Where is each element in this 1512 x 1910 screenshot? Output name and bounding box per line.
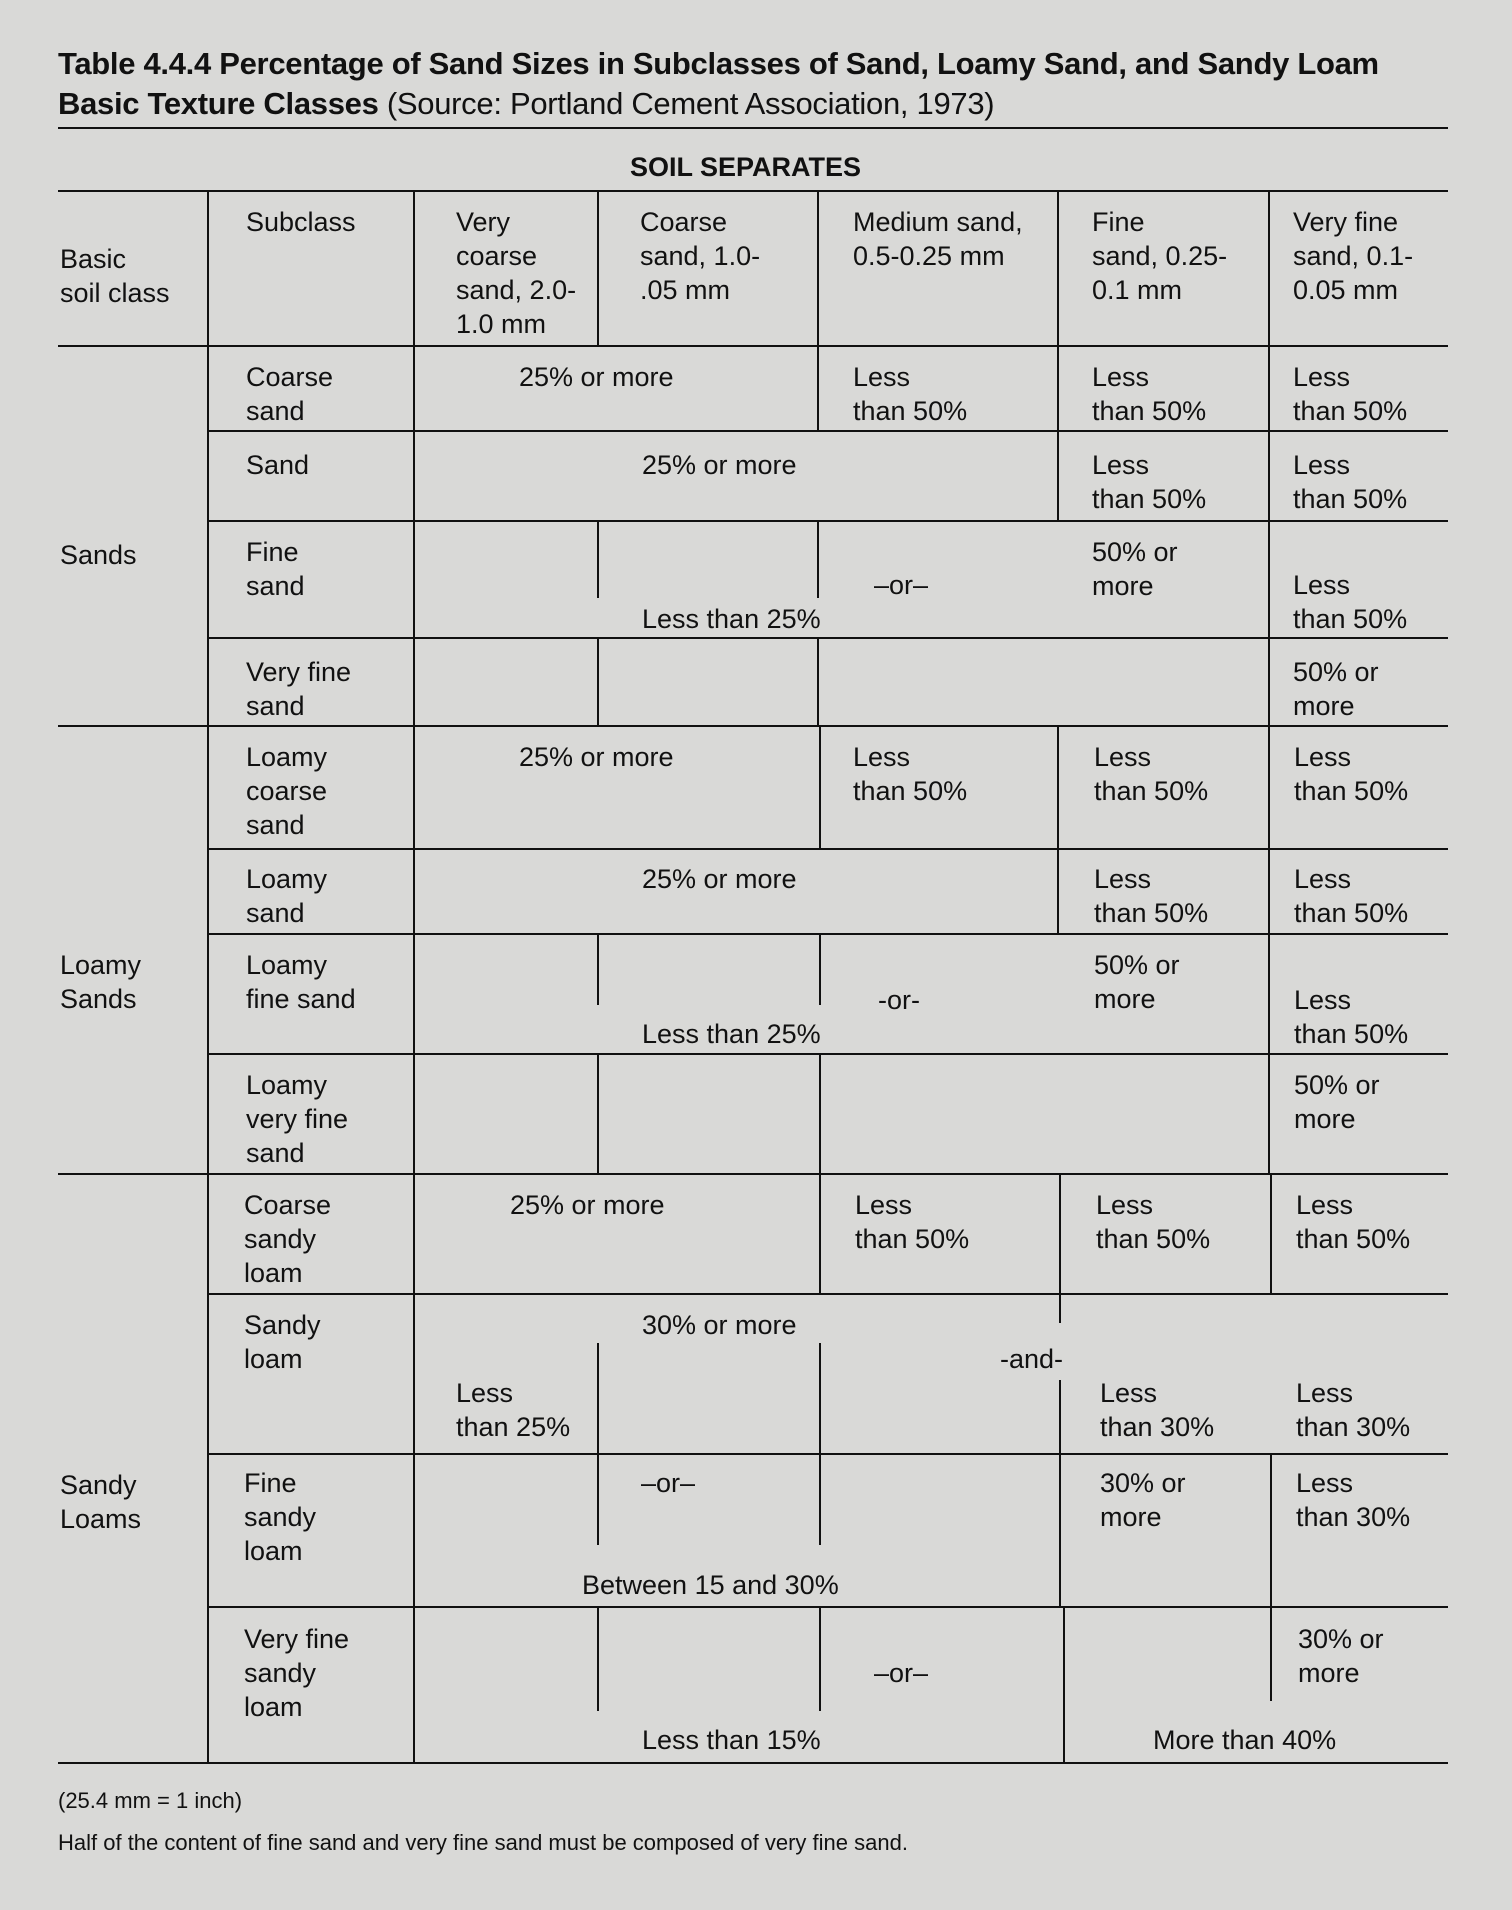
- col-line-h: [597, 190, 599, 345]
- rule-row: [208, 637, 1448, 639]
- cell-value: Less than 15%: [642, 1725, 821, 1755]
- col-line: [597, 1453, 599, 1545]
- header-fine-sand: Fine sand, 0.25- 0.1 mm: [1092, 207, 1228, 305]
- cell-value: Less than 25%: [456, 1378, 571, 1442]
- col-line: [817, 345, 819, 430]
- col-line: [1057, 725, 1059, 848]
- col-line: [1270, 1173, 1272, 1293]
- col-line: [597, 1053, 599, 1173]
- cell-value: Less than 30%: [1296, 1468, 1411, 1532]
- col-line-subclass: [413, 190, 415, 1762]
- cell-value: Less than 50%: [1092, 362, 1207, 426]
- cell-value: Less than 50%: [1092, 450, 1207, 514]
- rule-group-2: [58, 1173, 1448, 1175]
- cell-value: 50% or more: [1094, 950, 1180, 1014]
- cell-value: Less than 50%: [1294, 985, 1409, 1049]
- col-line: [1268, 725, 1270, 848]
- subclass-very-fine-sand: Very fine sand: [246, 657, 352, 721]
- col-line: [1059, 1380, 1061, 1453]
- col-line: [1059, 1293, 1061, 1323]
- subclass-loamy-coarse-sand: Loamy coarse sand: [246, 742, 328, 840]
- subclass-fine-sandy-loam: Fine sandy loam: [244, 1468, 317, 1566]
- col-line: [1268, 933, 1270, 1053]
- subclass-coarse-sandy-loam: Coarse sandy loam: [244, 1190, 332, 1288]
- cell-value: Less than 50%: [1096, 1190, 1211, 1254]
- cell-value: 50% or more: [1294, 1070, 1380, 1134]
- cell-or: -or-: [878, 985, 920, 1015]
- rule-header-bottom: [58, 345, 1448, 347]
- cell-value: More than 40%: [1153, 1725, 1337, 1755]
- col-line: [1059, 1453, 1061, 1606]
- cell-value: Less than 50%: [1094, 742, 1209, 806]
- col-line: [819, 1343, 821, 1453]
- col-line: [1057, 430, 1059, 520]
- col-line: [819, 725, 821, 848]
- cell-value: 30% or more: [1298, 1624, 1384, 1688]
- col-line: [819, 1053, 821, 1173]
- header-very-fine-sand: Very fine sand, 0.1- 0.05 mm: [1293, 207, 1414, 305]
- col-line: [597, 637, 599, 725]
- header-medium-sand: Medium sand, 0.5-0.25 mm: [853, 207, 1023, 271]
- rule-group-1: [58, 725, 1448, 727]
- col-line: [1270, 1606, 1272, 1701]
- cell-value: 25% or more: [519, 742, 674, 772]
- cell-value: Less than 50%: [1294, 742, 1409, 806]
- cell-value: 30% or more: [642, 1310, 797, 1340]
- subclass-loamy-very-fine-sand: Loamy very fine sand: [246, 1070, 349, 1168]
- cell-value: 25% or more: [642, 864, 797, 894]
- col-line: [1268, 520, 1270, 637]
- rule-top: [58, 127, 1448, 129]
- header-subclass: Subclass: [246, 207, 356, 237]
- cell-value: 50% or more: [1293, 657, 1379, 721]
- cell-value: 50% or more: [1092, 537, 1178, 601]
- rule-row: [208, 430, 1448, 432]
- cell-value: Less than 50%: [853, 742, 968, 806]
- rule-row: [208, 520, 1448, 522]
- col-line: [1268, 637, 1270, 725]
- cell-or: –or–: [874, 1658, 929, 1688]
- rule-header-top: [58, 190, 1448, 192]
- col-line: [819, 1453, 821, 1545]
- col-line: [1057, 848, 1059, 933]
- footnote-conversion: (25.4 mm = 1 inch): [58, 1788, 243, 1813]
- cell-value: Less than 50%: [1094, 864, 1209, 928]
- col-line: [817, 637, 819, 725]
- rule-row: [208, 1053, 1448, 1055]
- cell-value: Less than 50%: [1296, 1190, 1411, 1254]
- cell-or: –or–: [874, 570, 929, 600]
- class-label-loamy-sands: Loamy Sands: [60, 950, 142, 1014]
- rule-bottom: [58, 1762, 1448, 1764]
- cell-value: Less than 50%: [853, 362, 968, 426]
- rule-row: [208, 848, 1448, 850]
- col-line: [597, 1606, 599, 1711]
- subclass-fine-sand: Fine sand: [246, 537, 305, 601]
- header-very-coarse-sand: Very coarse sand, 2.0- 1.0 mm: [456, 207, 577, 339]
- col-line-h: [817, 190, 819, 345]
- table-title-text: Table 4.4.4 Percentage of Sand Sizes in Subclasses of Sand, Loamy Sand, and Sandy Loam Basic Texture Classes: [58, 46, 1379, 121]
- cell-value: Less than 50%: [1293, 362, 1408, 426]
- col-line: [597, 933, 599, 1005]
- class-label-sands: Sands: [60, 540, 137, 570]
- col-line: [817, 520, 819, 598]
- cell-and: -and-: [1000, 1344, 1064, 1374]
- rule-row: [208, 933, 1448, 935]
- col-line: [819, 1606, 821, 1711]
- cell-value: Less than 50%: [1294, 864, 1409, 928]
- col-line-basic: [207, 190, 209, 1762]
- col-line: [819, 1173, 821, 1293]
- table-source: (Source: Portland Cement Association, 1973): [386, 86, 995, 121]
- cell-value: Less than 50%: [1293, 450, 1408, 514]
- subclass-sand: Sand: [246, 450, 310, 480]
- cell-value: Less than 30%: [1296, 1378, 1411, 1442]
- cell-or: –or–: [641, 1468, 696, 1498]
- header-coarse-sand: Coarse sand, 1.0- .05 mm: [640, 207, 761, 305]
- subclass-sandy-loam: Sandy loam: [244, 1310, 321, 1374]
- cell-value: Less than 50%: [1293, 570, 1408, 634]
- col-line: [597, 520, 599, 598]
- rule-row: [208, 1293, 1448, 1295]
- rule-row: [208, 1453, 1448, 1455]
- cell-value: Less than 25%: [642, 1019, 821, 1049]
- soil-separates-header: SOIL SEPARATES: [630, 152, 862, 182]
- col-line: [1268, 430, 1270, 520]
- col-line: [1268, 1053, 1270, 1173]
- col-line: [597, 1343, 599, 1453]
- footnote-note: Half of the content of fine sand and very fine sand must be composed of very fine sand.: [58, 1830, 908, 1855]
- col-line-h: [1057, 190, 1059, 345]
- rule-row: [208, 1606, 1448, 1608]
- subclass-loamy-fine-sand: Loamy fine sand: [246, 950, 356, 1014]
- cell-value: Less than 50%: [855, 1190, 970, 1254]
- table-title: [58, 44, 1458, 124]
- cell-value: 30% or more: [1100, 1468, 1186, 1532]
- subclass-loamy-sand: Loamy sand: [246, 864, 328, 928]
- col-line: [819, 933, 821, 1005]
- subclass-very-fine-sandy-loam: Very fine sandy loam: [244, 1624, 350, 1722]
- cell-value: 25% or more: [642, 450, 797, 480]
- header-basic-soil-class: Basic soil class: [60, 244, 170, 308]
- col-line: [1057, 345, 1059, 430]
- col-line: [1063, 1606, 1065, 1762]
- col-line-h: [1268, 190, 1270, 345]
- cell-value: Less than 30%: [1100, 1378, 1215, 1442]
- cell-value: Less than 25%: [642, 604, 821, 634]
- col-line: [1268, 345, 1270, 430]
- cell-value: 25% or more: [510, 1190, 665, 1220]
- cell-value: 25% or more: [519, 362, 674, 392]
- class-label-sandy-loams: Sandy Loams: [60, 1470, 142, 1534]
- col-line: [1270, 1453, 1272, 1606]
- cell-value: Between 15 and 30%: [582, 1570, 839, 1600]
- subclass-coarse-sand: Coarse sand: [246, 362, 334, 426]
- col-line: [1268, 848, 1270, 933]
- col-line: [1059, 1173, 1061, 1293]
